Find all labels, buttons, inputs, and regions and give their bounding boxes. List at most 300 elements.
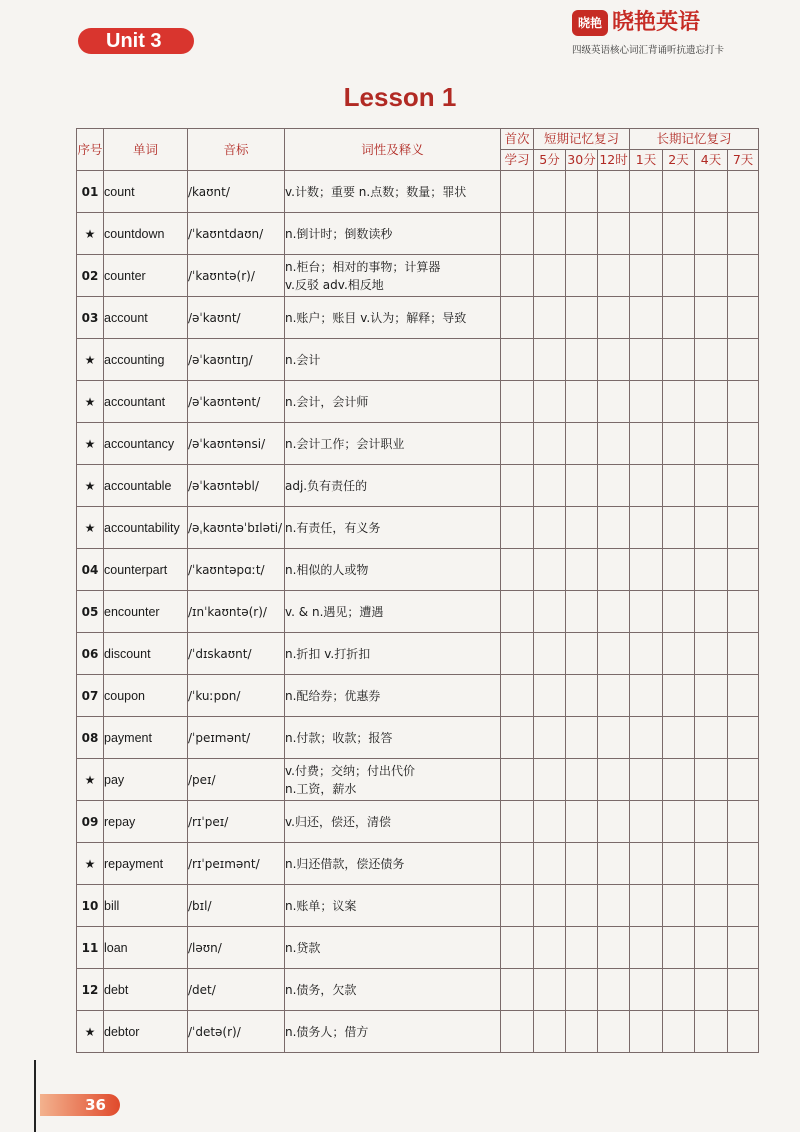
definition-line: v. & n.遇见；遭遇	[285, 604, 384, 619]
row-word: debtor	[104, 1011, 188, 1053]
review-checkbox-cell[interactable]	[566, 507, 598, 549]
review-checkbox-cell[interactable]	[566, 759, 598, 801]
review-checkbox-cell[interactable]	[501, 759, 534, 801]
review-checkbox-cell[interactable]	[695, 297, 728, 339]
row-number: 08	[77, 717, 104, 759]
review-checkbox-cell[interactable]	[630, 969, 663, 1011]
review-checkbox-cell[interactable]	[534, 297, 566, 339]
review-checkbox-cell[interactable]	[566, 927, 598, 969]
table-row	[77, 591, 759, 633]
review-checkbox-cell[interactable]	[534, 339, 566, 381]
review-checkbox-cell[interactable]	[501, 801, 534, 843]
definition-line: n.倒计时；倒数读秒	[285, 226, 393, 241]
table-row	[77, 717, 759, 759]
review-checkbox-cell[interactable]	[598, 885, 630, 927]
table-row	[77, 801, 759, 843]
review-checkbox-cell[interactable]	[630, 507, 663, 549]
row-phonetic: /əˈkaʊntəbl/	[188, 465, 285, 507]
review-checkbox-cell[interactable]	[566, 969, 598, 1011]
review-checkbox-cell[interactable]	[534, 591, 566, 633]
row-phonetic: /ˈdɪskaʊnt/	[188, 633, 285, 675]
row-definition	[285, 927, 501, 969]
review-checkbox-cell[interactable]	[728, 213, 759, 255]
review-checkbox-cell[interactable]	[534, 507, 566, 549]
review-checkbox-cell[interactable]	[728, 465, 759, 507]
row-phonetic: /əˌkaʊntəˈbɪləti/	[188, 507, 285, 549]
review-checkbox-cell[interactable]	[663, 633, 695, 675]
row-word: bill	[104, 885, 188, 927]
row-word: debt	[104, 969, 188, 1011]
row-word: payment	[104, 717, 188, 759]
table-row	[77, 927, 759, 969]
review-checkbox-cell[interactable]	[566, 255, 598, 297]
review-checkbox-cell[interactable]	[663, 675, 695, 717]
review-checkbox-cell[interactable]	[663, 549, 695, 591]
review-checkbox-cell[interactable]	[695, 927, 728, 969]
review-checkbox-cell[interactable]	[501, 423, 534, 465]
table-row	[77, 255, 759, 297]
review-checkbox-cell[interactable]	[695, 465, 728, 507]
row-number: 12	[77, 969, 104, 1011]
review-checkbox-cell[interactable]	[695, 213, 728, 255]
row-definition	[285, 423, 501, 465]
table-row	[77, 213, 759, 255]
review-checkbox-cell[interactable]	[663, 1011, 695, 1053]
row-word: accountant	[104, 381, 188, 423]
review-checkbox-cell[interactable]	[501, 507, 534, 549]
review-checkbox-cell[interactable]	[695, 591, 728, 633]
row-word: coupon	[104, 675, 188, 717]
review-checkbox-cell[interactable]	[728, 171, 759, 213]
review-checkbox-cell[interactable]	[728, 843, 759, 885]
review-checkbox-cell[interactable]	[663, 213, 695, 255]
definition-line: n.折扣 v.打折扣	[285, 646, 371, 661]
review-checkbox-cell[interactable]	[598, 675, 630, 717]
review-checkbox-cell[interactable]	[566, 843, 598, 885]
review-checkbox-cell[interactable]	[598, 969, 630, 1011]
review-checkbox-cell[interactable]	[695, 969, 728, 1011]
row-definition	[285, 759, 501, 801]
review-checkbox-cell[interactable]	[630, 465, 663, 507]
review-checkbox-cell[interactable]	[695, 843, 728, 885]
review-checkbox-cell[interactable]	[534, 801, 566, 843]
definition-line: n.付款；收款；报答	[285, 730, 393, 745]
review-checkbox-cell[interactable]	[566, 213, 598, 255]
row-number: 11	[77, 927, 104, 969]
row-definition	[285, 213, 501, 255]
definition-line: n.配给券；优惠券	[285, 688, 381, 703]
review-checkbox-cell[interactable]	[630, 255, 663, 297]
review-checkbox-cell[interactable]	[630, 171, 663, 213]
review-checkbox-cell[interactable]	[534, 213, 566, 255]
unit-badge: Unit 3	[78, 28, 194, 54]
review-checkbox-cell[interactable]	[630, 549, 663, 591]
review-checkbox-cell[interactable]	[566, 465, 598, 507]
definition-line: n.会计工作；会计职业	[285, 436, 405, 451]
table-row	[77, 339, 759, 381]
review-checkbox-cell[interactable]	[630, 801, 663, 843]
row-phonetic: /ˈkaʊntəpɑːt/	[188, 549, 285, 591]
review-checkbox-cell[interactable]	[598, 1011, 630, 1053]
review-checkbox-cell[interactable]	[630, 885, 663, 927]
review-checkbox-cell[interactable]	[663, 465, 695, 507]
review-checkbox-cell[interactable]	[566, 549, 598, 591]
review-checkbox-cell[interactable]	[566, 381, 598, 423]
review-checkbox-cell[interactable]	[566, 717, 598, 759]
review-checkbox-cell[interactable]	[663, 759, 695, 801]
review-checkbox-cell[interactable]	[501, 717, 534, 759]
review-checkbox-cell[interactable]	[501, 171, 534, 213]
review-checkbox-cell[interactable]	[598, 339, 630, 381]
review-checkbox-cell[interactable]	[630, 213, 663, 255]
header-row	[77, 129, 759, 150]
review-checkbox-cell[interactable]	[501, 675, 534, 717]
header-7day: 7天	[728, 150, 759, 171]
row-phonetic: /ləʊn/	[188, 927, 285, 969]
review-checkbox-cell[interactable]	[534, 465, 566, 507]
row-word: accountancy	[104, 423, 188, 465]
review-checkbox-cell[interactable]	[663, 339, 695, 381]
review-checkbox-cell[interactable]	[630, 423, 663, 465]
row-phonetic: /ɪnˈkaʊntə(r)/	[188, 591, 285, 633]
brand-logo: 晓艳	[572, 10, 608, 36]
review-checkbox-cell[interactable]	[728, 1011, 759, 1053]
review-checkbox-cell[interactable]	[695, 255, 728, 297]
review-checkbox-cell[interactable]	[695, 633, 728, 675]
row-number: ★	[77, 507, 104, 549]
review-checkbox-cell[interactable]	[501, 843, 534, 885]
review-checkbox-cell[interactable]	[598, 759, 630, 801]
row-word: count	[104, 171, 188, 213]
review-checkbox-cell[interactable]	[728, 381, 759, 423]
row-word: countdown	[104, 213, 188, 255]
header-first-sub: 学习	[501, 150, 534, 171]
row-word: counterpart	[104, 549, 188, 591]
row-number: 06	[77, 633, 104, 675]
review-checkbox-cell[interactable]	[695, 1011, 728, 1053]
row-definition	[285, 171, 501, 213]
row-number: 07	[77, 675, 104, 717]
review-checkbox-cell[interactable]	[695, 339, 728, 381]
review-checkbox-cell[interactable]	[695, 759, 728, 801]
review-checkbox-cell[interactable]	[663, 801, 695, 843]
review-checkbox-cell[interactable]	[598, 213, 630, 255]
review-checkbox-cell[interactable]	[695, 675, 728, 717]
review-checkbox-cell[interactable]	[663, 717, 695, 759]
definition-line: n.相似的人或物	[285, 562, 369, 577]
review-checkbox-cell[interactable]	[695, 381, 728, 423]
review-checkbox-cell[interactable]	[566, 423, 598, 465]
review-checkbox-cell[interactable]	[501, 339, 534, 381]
row-definition	[285, 297, 501, 339]
review-checkbox-cell[interactable]	[630, 1011, 663, 1053]
header-long-term: 长期记忆复习	[630, 129, 759, 150]
review-checkbox-cell[interactable]	[598, 927, 630, 969]
review-checkbox-cell[interactable]	[598, 423, 630, 465]
table-row	[77, 171, 759, 213]
row-phonetic: /ˈkaʊntə(r)/	[188, 255, 285, 297]
row-word: accountable	[104, 465, 188, 507]
review-checkbox-cell[interactable]	[663, 297, 695, 339]
review-checkbox-cell[interactable]	[598, 381, 630, 423]
table-row	[77, 759, 759, 801]
review-checkbox-cell[interactable]	[630, 381, 663, 423]
review-checkbox-cell[interactable]	[566, 591, 598, 633]
review-checkbox-cell[interactable]	[663, 969, 695, 1011]
table-row	[77, 465, 759, 507]
row-definition	[285, 843, 501, 885]
row-phonetic: /bɪl/	[188, 885, 285, 927]
review-checkbox-cell[interactable]	[566, 339, 598, 381]
definition-line: n.债务人；借方	[285, 1024, 369, 1039]
header-short-term: 短期记忆复习	[534, 129, 630, 150]
review-checkbox-cell[interactable]	[501, 969, 534, 1011]
review-checkbox-cell[interactable]	[663, 507, 695, 549]
review-checkbox-cell[interactable]	[501, 1011, 534, 1053]
review-checkbox-cell[interactable]	[534, 1011, 566, 1053]
review-checkbox-cell[interactable]	[630, 927, 663, 969]
row-definition	[285, 1011, 501, 1053]
review-checkbox-cell[interactable]	[534, 255, 566, 297]
review-checkbox-cell[interactable]	[566, 801, 598, 843]
review-checkbox-cell[interactable]	[566, 633, 598, 675]
review-checkbox-cell[interactable]	[695, 717, 728, 759]
row-definition	[285, 885, 501, 927]
review-checkbox-cell[interactable]	[598, 591, 630, 633]
review-checkbox-cell[interactable]	[534, 423, 566, 465]
header-word: 单词	[104, 129, 188, 171]
table-row	[77, 381, 759, 423]
row-number: 02	[77, 255, 104, 297]
review-checkbox-cell[interactable]	[534, 381, 566, 423]
review-checkbox-cell[interactable]	[663, 423, 695, 465]
row-number: ★	[77, 465, 104, 507]
review-checkbox-cell[interactable]	[663, 591, 695, 633]
review-checkbox-cell[interactable]	[598, 633, 630, 675]
review-checkbox-cell[interactable]	[728, 507, 759, 549]
review-checkbox-cell[interactable]	[501, 549, 534, 591]
review-checkbox-cell[interactable]	[728, 255, 759, 297]
row-definition	[285, 465, 501, 507]
review-checkbox-cell[interactable]	[501, 591, 534, 633]
review-checkbox-cell[interactable]	[534, 885, 566, 927]
review-checkbox-cell[interactable]	[630, 591, 663, 633]
review-checkbox-cell[interactable]	[663, 927, 695, 969]
review-checkbox-cell[interactable]	[534, 717, 566, 759]
row-word: accounting	[104, 339, 188, 381]
review-checkbox-cell[interactable]	[501, 297, 534, 339]
review-checkbox-cell[interactable]	[695, 507, 728, 549]
row-number: ★	[77, 1011, 104, 1053]
row-number: 09	[77, 801, 104, 843]
review-checkbox-cell[interactable]	[728, 339, 759, 381]
review-checkbox-cell[interactable]	[534, 549, 566, 591]
row-phonetic: /rɪˈpeɪmənt/	[188, 843, 285, 885]
review-checkbox-cell[interactable]	[663, 843, 695, 885]
row-definition	[285, 507, 501, 549]
review-checkbox-cell[interactable]	[566, 171, 598, 213]
review-checkbox-cell[interactable]	[663, 381, 695, 423]
row-number: 05	[77, 591, 104, 633]
definition-line: n.债务，欠款	[285, 982, 357, 997]
review-checkbox-cell[interactable]	[566, 885, 598, 927]
review-checkbox-cell[interactable]	[598, 801, 630, 843]
row-number: 04	[77, 549, 104, 591]
review-checkbox-cell[interactable]	[534, 843, 566, 885]
review-checkbox-cell[interactable]	[534, 759, 566, 801]
definition-line: v.反驳 adv.相反地	[285, 277, 384, 292]
brand	[572, 10, 762, 56]
table-row	[77, 885, 759, 927]
review-checkbox-cell[interactable]	[630, 759, 663, 801]
header-definition: 词性及释义	[285, 129, 501, 171]
header-5min: 5分	[534, 150, 566, 171]
row-phonetic: /peɪ/	[188, 759, 285, 801]
review-checkbox-cell[interactable]	[728, 717, 759, 759]
review-checkbox-cell[interactable]	[630, 843, 663, 885]
review-checkbox-cell[interactable]	[598, 549, 630, 591]
review-checkbox-cell[interactable]	[728, 927, 759, 969]
row-word: counter	[104, 255, 188, 297]
review-checkbox-cell[interactable]	[566, 1011, 598, 1053]
review-checkbox-cell[interactable]	[728, 675, 759, 717]
header-phonetic: 音标	[188, 129, 285, 171]
header-30min: 30分	[566, 150, 598, 171]
review-checkbox-cell[interactable]	[598, 465, 630, 507]
table-row	[77, 969, 759, 1011]
row-phonetic: /ˈdetə(r)/	[188, 1011, 285, 1053]
review-checkbox-cell[interactable]	[534, 675, 566, 717]
table-row	[77, 507, 759, 549]
review-checkbox-cell[interactable]	[501, 633, 534, 675]
review-checkbox-cell[interactable]	[728, 885, 759, 927]
row-phonetic: /əˈkaʊnt/	[188, 297, 285, 339]
review-checkbox-cell[interactable]	[630, 717, 663, 759]
table-row	[77, 843, 759, 885]
header-4day: 4天	[695, 150, 728, 171]
table-row	[77, 423, 759, 465]
header-12h: 12时	[598, 150, 630, 171]
review-checkbox-cell[interactable]	[501, 213, 534, 255]
review-checkbox-cell[interactable]	[630, 297, 663, 339]
row-definition	[285, 633, 501, 675]
page-number: 36	[40, 1094, 120, 1116]
review-checkbox-cell[interactable]	[728, 801, 759, 843]
review-checkbox-cell[interactable]	[501, 255, 534, 297]
header-1day: 1天	[630, 150, 663, 171]
review-checkbox-cell[interactable]	[598, 843, 630, 885]
review-checkbox-cell[interactable]	[663, 885, 695, 927]
header-2day: 2天	[663, 150, 695, 171]
brand-subtitle: 四级英语核心词汇背诵听抗遗忘打卡	[572, 45, 725, 56]
review-checkbox-cell[interactable]	[534, 969, 566, 1011]
definition-line: n.归还借款，偿还债务	[285, 856, 405, 871]
review-checkbox-cell[interactable]	[566, 297, 598, 339]
review-checkbox-cell[interactable]	[630, 675, 663, 717]
row-word: discount	[104, 633, 188, 675]
brand-name: 晓艳英语	[612, 10, 701, 35]
row-phonetic: /det/	[188, 969, 285, 1011]
row-phonetic: /ˈpeɪmənt/	[188, 717, 285, 759]
lesson-title: Lesson 1	[343, 82, 457, 112]
review-checkbox-cell[interactable]	[501, 885, 534, 927]
row-number: 10	[77, 885, 104, 927]
definition-line: n.工资，薪水	[285, 781, 357, 796]
header-first: 首次	[501, 129, 534, 150]
review-checkbox-cell[interactable]	[728, 423, 759, 465]
review-checkbox-cell[interactable]	[663, 255, 695, 297]
row-phonetic: /əˈkaʊntɪŋ/	[188, 339, 285, 381]
review-checkbox-cell[interactable]	[728, 549, 759, 591]
review-checkbox-cell[interactable]	[598, 297, 630, 339]
review-checkbox-cell[interactable]	[534, 171, 566, 213]
row-word: loan	[104, 927, 188, 969]
review-checkbox-cell[interactable]	[695, 801, 728, 843]
row-phonetic: /rɪˈpeɪ/	[188, 801, 285, 843]
definition-line: n.会计，会计师	[285, 394, 369, 409]
row-definition	[285, 381, 501, 423]
review-checkbox-cell[interactable]	[566, 675, 598, 717]
row-number: ★	[77, 213, 104, 255]
row-word: account	[104, 297, 188, 339]
review-checkbox-cell[interactable]	[501, 465, 534, 507]
vocab-table	[76, 128, 759, 1053]
review-checkbox-cell[interactable]	[630, 633, 663, 675]
row-definition	[285, 255, 501, 297]
review-checkbox-cell[interactable]	[728, 591, 759, 633]
row-phonetic: /əˈkaʊntənsi/	[188, 423, 285, 465]
review-checkbox-cell[interactable]	[534, 927, 566, 969]
review-checkbox-cell[interactable]	[728, 297, 759, 339]
review-checkbox-cell[interactable]	[630, 339, 663, 381]
review-checkbox-cell[interactable]	[501, 381, 534, 423]
review-checkbox-cell[interactable]	[695, 885, 728, 927]
row-number: 03	[77, 297, 104, 339]
row-definition	[285, 549, 501, 591]
table-row	[77, 675, 759, 717]
row-definition	[285, 717, 501, 759]
review-checkbox-cell[interactable]	[728, 633, 759, 675]
row-definition	[285, 339, 501, 381]
row-number: ★	[77, 759, 104, 801]
table-row	[77, 549, 759, 591]
row-phonetic: /kaʊnt/	[188, 171, 285, 213]
row-number: ★	[77, 843, 104, 885]
review-checkbox-cell[interactable]	[598, 507, 630, 549]
review-checkbox-cell[interactable]	[695, 549, 728, 591]
review-checkbox-cell[interactable]	[728, 759, 759, 801]
table-row	[77, 297, 759, 339]
review-checkbox-cell[interactable]	[598, 255, 630, 297]
review-checkbox-cell[interactable]	[695, 423, 728, 465]
row-phonetic: /ˈkaʊntdaʊn/	[188, 213, 285, 255]
page-edge	[34, 1060, 36, 1132]
review-checkbox-cell[interactable]	[501, 927, 534, 969]
row-word: encounter	[104, 591, 188, 633]
row-word: repayment	[104, 843, 188, 885]
review-checkbox-cell[interactable]	[534, 633, 566, 675]
definition-line: n.柜台；相对的事物；计算器	[285, 259, 441, 274]
review-checkbox-cell[interactable]	[598, 717, 630, 759]
definition-line: v.付费；交纳；付出代价	[285, 763, 415, 778]
review-checkbox-cell[interactable]	[663, 171, 695, 213]
review-checkbox-cell[interactable]	[598, 171, 630, 213]
definition-line: n.账户；账目 v.认为；解释；导致	[285, 310, 467, 325]
definition-line: n.有责任，有义务	[285, 520, 381, 535]
definition-line: v.归还，偿还，清偿	[285, 814, 391, 829]
review-checkbox-cell[interactable]	[695, 171, 728, 213]
review-checkbox-cell[interactable]	[728, 969, 759, 1011]
